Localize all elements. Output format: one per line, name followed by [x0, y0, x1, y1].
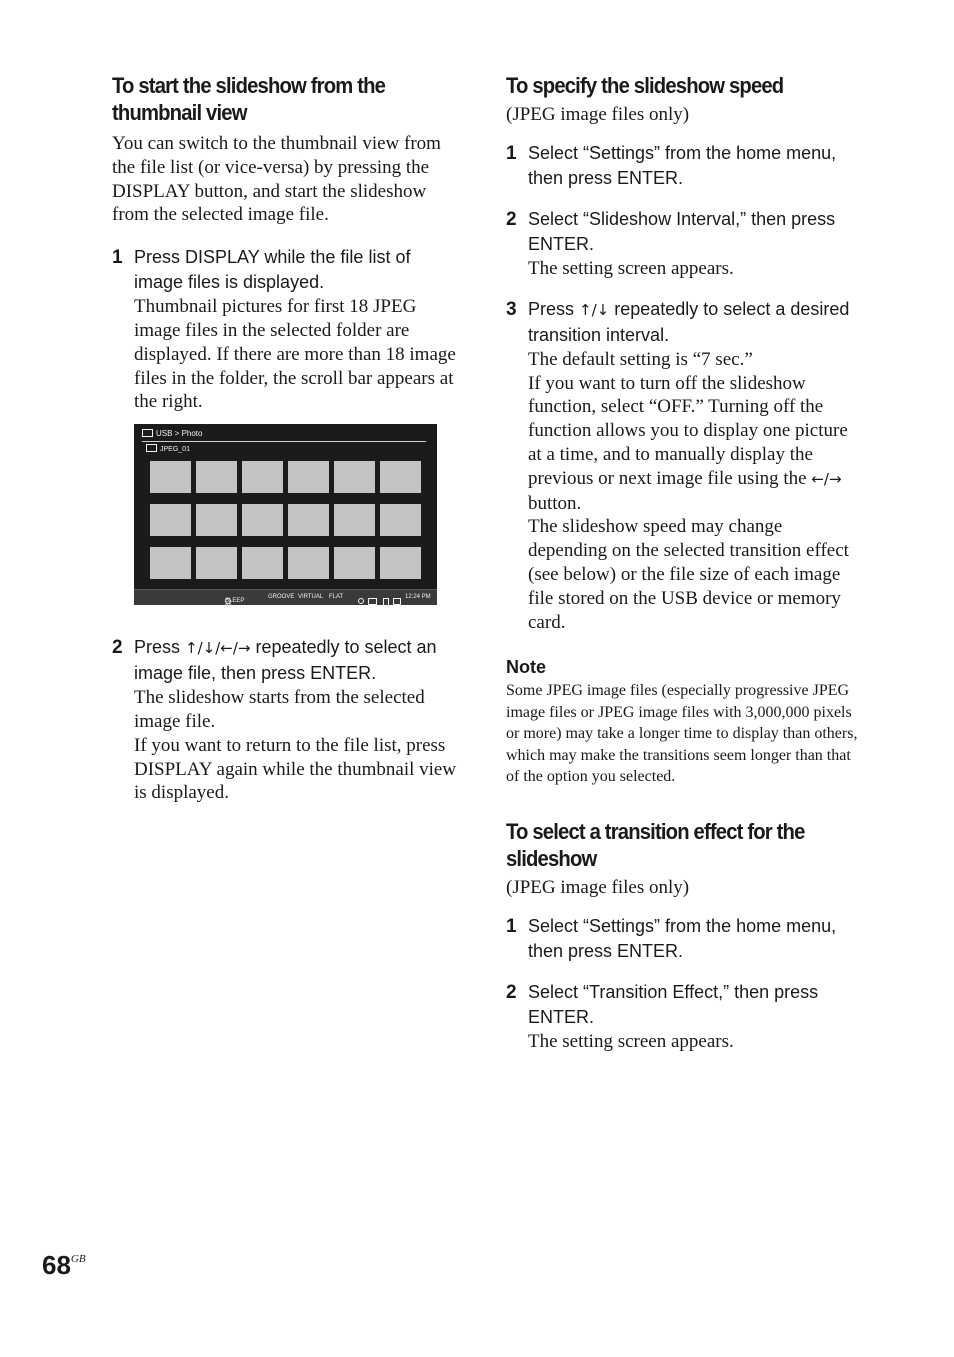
- step-number: 1: [506, 915, 517, 937]
- step-result: The slideshow speed may change depending on the selected transition effect (see below) or the file size of each image file stored on the USB device or memory card.: [528, 516, 849, 633]
- arrow-up-down-icon: ↑/↓: [579, 300, 610, 319]
- thumbnail-tile: [242, 461, 283, 493]
- thumbnail-tile: [334, 461, 375, 493]
- thumbnail-tile: [288, 547, 329, 579]
- step-1-thumbnail: [112, 245, 457, 414]
- thumbnail-tile: [242, 547, 283, 579]
- thumbnail-tile: [150, 504, 191, 536]
- step-2-speed: [506, 207, 861, 281]
- step-2-thumbnail: [112, 635, 457, 805]
- thumbnail-tile: [196, 547, 237, 579]
- screen-path-bar: USB > Photo: [142, 429, 426, 442]
- thumbnail-tile: [196, 461, 237, 493]
- thumbnail-tile: [288, 504, 329, 536]
- intro-paragraph: You can switch to the thumbnail view from the file list (or vice-versa) by pressing the DISPLAY button, and start the slideshow from the selected image file.: [112, 133, 441, 226]
- thumbnail-tile: [380, 504, 421, 536]
- right-column: [506, 72, 861, 1054]
- thumbnail-tile: [380, 461, 421, 493]
- shuffle-icon: [358, 598, 364, 604]
- step-instruction: Select “Settings” from the home menu, then press ENTER.: [528, 143, 837, 188]
- step-number: 1: [112, 247, 123, 269]
- thumbnail-tile: [334, 504, 375, 536]
- step-2-transition: [506, 980, 861, 1054]
- page-number: $68^{GB}$: [42, 1250, 86, 1280]
- section-subtitle: (JPEG image files only): [506, 104, 690, 125]
- step-result: The default setting is “7 sec.”: [528, 348, 753, 370]
- region-code: GB: [70, 1253, 86, 1265]
- section-heading-speed: To specify the slideshow speed: [506, 73, 784, 98]
- screen-status-bar: SLEEP 90 GROOVE VIRTUAL FLAT 12:24 PM: [134, 589, 437, 605]
- thumbnail-tile: [150, 547, 191, 579]
- step-result: The slideshow starts from the selected image file.: [134, 687, 425, 732]
- section-subtitle: (JPEG image files only): [506, 876, 690, 898]
- step-instruction: Select “Settings” from the home menu, then press ENTER.: [528, 915, 837, 961]
- thumbnail-grid: [150, 461, 421, 579]
- step-result: If you want to return to the file list, press DISPLAY again while the thumbnail view is displayed.: [134, 734, 457, 804]
- battery-icon: [383, 598, 389, 607]
- step-instruction: Press DISPLAY while the file list of image files is displayed.: [134, 247, 411, 293]
- step-result: Thumbnail pictures for first 18 JPEG image files in the selected folder are displayed. If there are more than 18 image files in the folder, the scroll bar appears at the right.: [134, 296, 456, 413]
- step-number: 2: [506, 981, 517, 1003]
- step-1-transition: [506, 914, 861, 964]
- usb-status-icon: [368, 598, 377, 605]
- step-3-speed: [506, 297, 861, 635]
- screen-icon: [393, 598, 401, 605]
- step-number: 2: [506, 209, 517, 230]
- step-instruction: Press ↑/↓/←/→ repeatedly to select an image file, then press ENTER.: [134, 637, 437, 684]
- step-result: The setting screen appears.: [528, 1030, 734, 1052]
- step-result: If you want to turn off the slideshow function, select “OFF.” Turning off the function allows you to display one picture at a time, and to manually display the previous or next image file using the ←/→ button.: [528, 372, 848, 514]
- note-title: Note: [506, 657, 546, 678]
- thumbnail-screen-figure: [134, 424, 437, 611]
- section-heading-thumbnail: To start the slideshow from the thumbnail view: [112, 73, 386, 125]
- left-column: [112, 72, 457, 805]
- screen-folder-row: JPEG_01: [146, 444, 190, 453]
- section-heading-transition: To select a transition effect for the slideshow: [506, 818, 805, 871]
- arrow-left-right-icon: ←/→: [811, 469, 842, 488]
- thumbnail-tile: [380, 547, 421, 579]
- step-instruction: Select “Transition Effect,” then press ENTER.: [528, 981, 819, 1027]
- step-result: The setting screen appears.: [528, 258, 734, 279]
- arrow-keys-icon: ↑/↓/←/→: [185, 639, 251, 658]
- usb-icon: [142, 429, 153, 437]
- folder-icon: [146, 444, 157, 452]
- step-instruction: Press ↑/↓ repeatedly to select a desired transition interval.: [528, 298, 850, 345]
- step-1-speed: [506, 141, 861, 191]
- step-number: 2: [112, 637, 123, 659]
- thumbnail-tile: [196, 504, 237, 536]
- thumbnail-tile: [334, 547, 375, 579]
- thumbnail-tile: [150, 461, 191, 493]
- step-number: 1: [506, 143, 517, 164]
- step-instruction: Select “Slideshow Interval,” then press ENTER.: [528, 209, 836, 254]
- thumbnail-tile: [288, 461, 329, 493]
- note-text: Some JPEG image files (especially progressive JPEG image files or JPEG image files with 3,000,000 pixels or more) may take a longer time to display than others, which may make the transitions seem longer than that of the option you selected.: [506, 682, 858, 786]
- step-number: 3: [506, 298, 517, 320]
- thumbnail-tile: [242, 504, 283, 536]
